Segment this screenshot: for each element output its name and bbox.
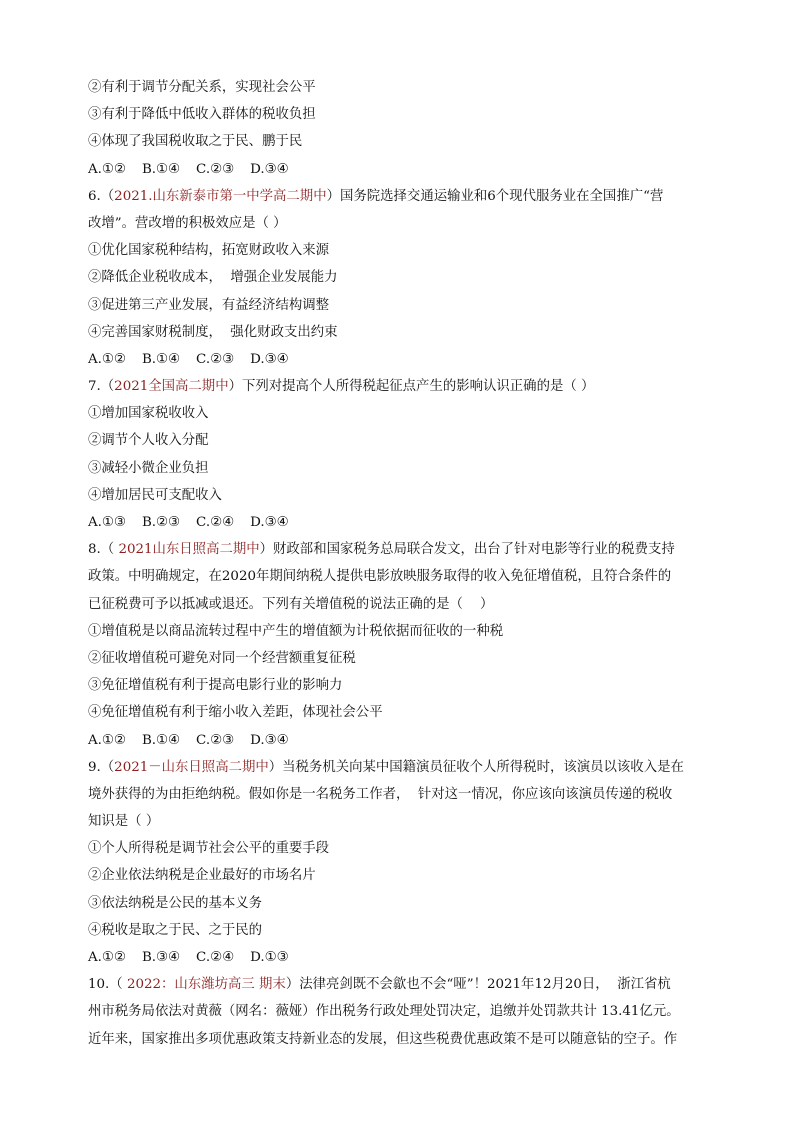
q9-choices <box>88 944 708 971</box>
q7-choice-d: D.③④ <box>250 515 289 530</box>
q9-option-3: ③依法纳税是公民的基本义务 <box>88 895 263 911</box>
q9-choice-b: B.③④ <box>141 950 181 965</box>
q8-source: 2021山东日照高二期中 <box>118 542 260 558</box>
q5-choice-b: B.①④ <box>141 161 181 177</box>
q5-option-2: ②有利于调节分配关系，实现社会公平 <box>88 80 316 95</box>
q10-number: 10.（ <box>88 977 127 993</box>
q6-choice-a: A.①② <box>88 351 126 367</box>
q9-option-1: ①个人所得税是调节社会公平的重要手段 <box>88 841 330 857</box>
q9-choice-c: C.②④ <box>196 950 235 965</box>
q10-stem-line-1 <box>88 971 708 998</box>
q6-option-3: ③促进第三产业发展，有益经济结构调整 <box>88 297 330 313</box>
q6-choice-c: C.②③ <box>196 351 235 367</box>
q7-option-4: ④增加居民可支配收入 <box>88 487 222 503</box>
q10-stem-1: ）法律亮剑既不会歙也不会“哑”！2021年12月20日， 浙江省杭 <box>285 977 671 993</box>
q6-number: 6.（ <box>88 188 115 204</box>
q9-number: 9.（ <box>88 759 115 775</box>
q8-choice-b: B.①④ <box>141 732 181 748</box>
q7-number: 7.（ <box>88 379 115 395</box>
q8-stem-1: ）财政部和国家税务总局联合发文，出台了针对电影等行业的税费支持 <box>259 542 675 558</box>
q8-stem-line-1 <box>88 536 708 563</box>
q7-option-1: ①增加国家税收收入 <box>88 406 209 422</box>
q10-source: 2022：山东潍坊高三 期末 <box>126 977 286 993</box>
q6-option-1: ①优化国家税种结构，拓宽财政收入来源 <box>88 243 330 259</box>
q7-choice-b: B.②③ <box>141 515 181 530</box>
q8-choice-a: A.①② <box>88 732 126 748</box>
q5-choice-c: C.②③ <box>196 161 235 177</box>
q7-option-3: ③减轻小微企业负担 <box>88 460 209 476</box>
q10-stem-line-3: 近年来，国家推出多项优惠政策支持新业态的发展，但这些税费优惠政策不是可以随意钻的空子。作 <box>88 1031 678 1047</box>
q7-choice-c: C.②④ <box>196 515 235 530</box>
q6-stem-line-1 <box>88 183 708 210</box>
q8-stem-line-3: 已征税费可予以抵减或退还。下列有关增值税的说法正确的是（ ） <box>88 596 494 612</box>
q8-choices <box>88 727 708 754</box>
q7-source: 2021全国高二期中 <box>114 379 229 395</box>
q8-option-4: ④免征增值税有利于缩小收入差距，体现社会公平 <box>88 705 383 721</box>
q9-stem-1: ）当税务机关向某中国籍演员征收个人所得税时，该演员以该收入是在 <box>268 759 684 775</box>
q6-choice-b: B.①④ <box>141 351 181 367</box>
q9-stem-line-1 <box>88 754 708 781</box>
q5-choices <box>88 156 708 183</box>
q8-option-3: ③免征增值税有利于提高电影行业的影响力 <box>88 678 343 694</box>
q5-choice-a: A.①② <box>88 161 126 177</box>
q9-stem-line-2: 境外获得的为由拒绝纳税。假如你是一名税务工作者， 针对这一情况，你应该向该演员传递的税收 <box>88 786 673 802</box>
q7-choice-a: A.①③ <box>88 515 126 530</box>
q6-stem-line-2: 改增”。营改增的积极效应是（ ） <box>88 215 287 231</box>
q8-option-1: ①增值税是以商品流转过程中产生的增值额为计税依据而征收的一种税 <box>88 623 504 639</box>
q9-choice-a: A.①② <box>88 950 126 965</box>
q5-option-3: ③有利于降低中低收入群体的税收负担 <box>88 107 316 123</box>
q7-option-2: ②调节个人收入分配 <box>88 433 209 449</box>
q9-choice-d: D.①③ <box>250 950 289 965</box>
q8-stem-line-2: 政策。中明确规定，在2020年期间纳税人提供电影放映服务取得的收入免征增值税，且符合条件的 <box>88 569 672 585</box>
q9-source: 2021－山东日照高二期中 <box>114 759 269 775</box>
document-page <box>88 74 708 1053</box>
q9-option-4: ④税收是取之于民、之于民的 <box>88 922 263 938</box>
q6-stem-1: ）国务院选择交通运输业和6个现代服务业在全国推广“营 <box>326 188 664 204</box>
q5-option-4: ④体现了我国税收取之于民、鹏于民 <box>88 134 303 150</box>
q7-choices <box>88 509 708 536</box>
q8-choice-c: C.②③ <box>196 732 235 748</box>
q6-choice-d: D.③④ <box>250 351 289 367</box>
q9-stem-line-3: 知识是（ ） <box>88 814 160 830</box>
q9-option-2: ②企业依法纳税是企业最好的市场名片 <box>88 868 316 884</box>
q5-choice-d: D.③④ <box>250 161 289 177</box>
q6-option-2: ②降低企业税收成本， 增强企业发展能力 <box>88 270 338 286</box>
q7-stem-1: ）下列对提高个人所得税起征点产生的影响认识正确的是（ ） <box>228 379 595 395</box>
q8-option-2: ②征收增值税可避免对同一个经营额重复征税 <box>88 650 356 666</box>
q6-choices <box>88 346 708 373</box>
q6-source: 2021.山东新泰市第一中学高二期中 <box>114 188 327 204</box>
q6-option-4: ④完善国家财税制度， 强化财政支出约束 <box>88 324 338 340</box>
q10-stem-line-2: 州市税务局依法对黄薇（网名：薇娅）作出税务行政处理处罚决定，追缴并处罚款共计 13.41亿元。 <box>88 1004 680 1020</box>
q8-choice-d: D.③④ <box>250 732 289 748</box>
q7-stem-line-1 <box>88 373 708 400</box>
q8-number: 8.（ <box>88 542 119 558</box>
